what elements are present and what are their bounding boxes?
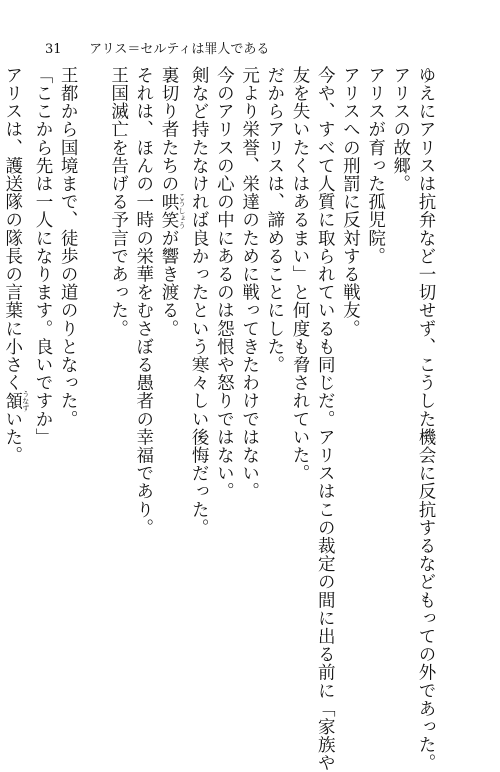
- text-line: アリスの故郷。: [390, 66, 411, 193]
- text-segment: 裏切り者たちの: [158, 66, 179, 193]
- text-line: 元より栄誉、栄達のために戦ってきたわけではない。: [239, 66, 260, 501]
- page-number: 31: [45, 42, 62, 57]
- text-segment: アリスは、護送隊の隊長の言葉に小さく: [2, 66, 23, 392]
- ruby-reading: こうしょう: [177, 192, 186, 229]
- text-line: 王都から国境まで、徒歩の道のりとなった。: [58, 66, 79, 428]
- text-line: それは、ほんの一時の栄華をむさぼる愚者の幸福であり。: [133, 66, 154, 537]
- text-line: 友を失いたくはあるまい」と何度も脅されていた。: [289, 66, 310, 483]
- text-line: アリスが育った孤児院。: [365, 66, 386, 266]
- text-line: だからアリスは、諦めることにした。: [264, 66, 285, 374]
- text-line: 剣など持たなければ良かったという寒々しい後悔だった。: [189, 66, 210, 537]
- text-line: 今や、すべて人質に取られているも同じだ。アリスはこの裁定の間に出る前に「家族や: [315, 66, 336, 772]
- vertical-body-text: [0, 66, 438, 772]
- text-line: 王国滅亡を告げる予言であった。: [108, 66, 129, 338]
- ruby-word: [158, 192, 186, 229]
- running-title: アリス＝セルティは罪人である: [89, 42, 270, 57]
- text-line: ゆえにアリスは抗弁など一切せず、こうした機会に反抗するなどもっての外であった。: [416, 66, 436, 772]
- text-line-with-ruby: [0, 66, 30, 666]
- text-line-with-ruby: [156, 66, 186, 666]
- text-segment: が響き渡る。: [158, 228, 179, 338]
- page-header: [45, 38, 269, 57]
- ruby-base: 哄笑: [158, 192, 179, 229]
- text-line: 「ここから先は一人になります。良いですか」: [32, 66, 53, 447]
- ruby-base: 頷: [2, 390, 23, 412]
- ruby-word: [2, 390, 30, 412]
- section-break: [80, 66, 105, 76]
- text-segment: いた。: [2, 409, 23, 465]
- ruby-reading: うなず: [21, 390, 30, 412]
- text-line: アリスへの刑罰に反対する戦友。: [340, 66, 361, 338]
- text-line: 今のアリスの心の中にあるのは怨恨や怒りではない。: [214, 66, 235, 501]
